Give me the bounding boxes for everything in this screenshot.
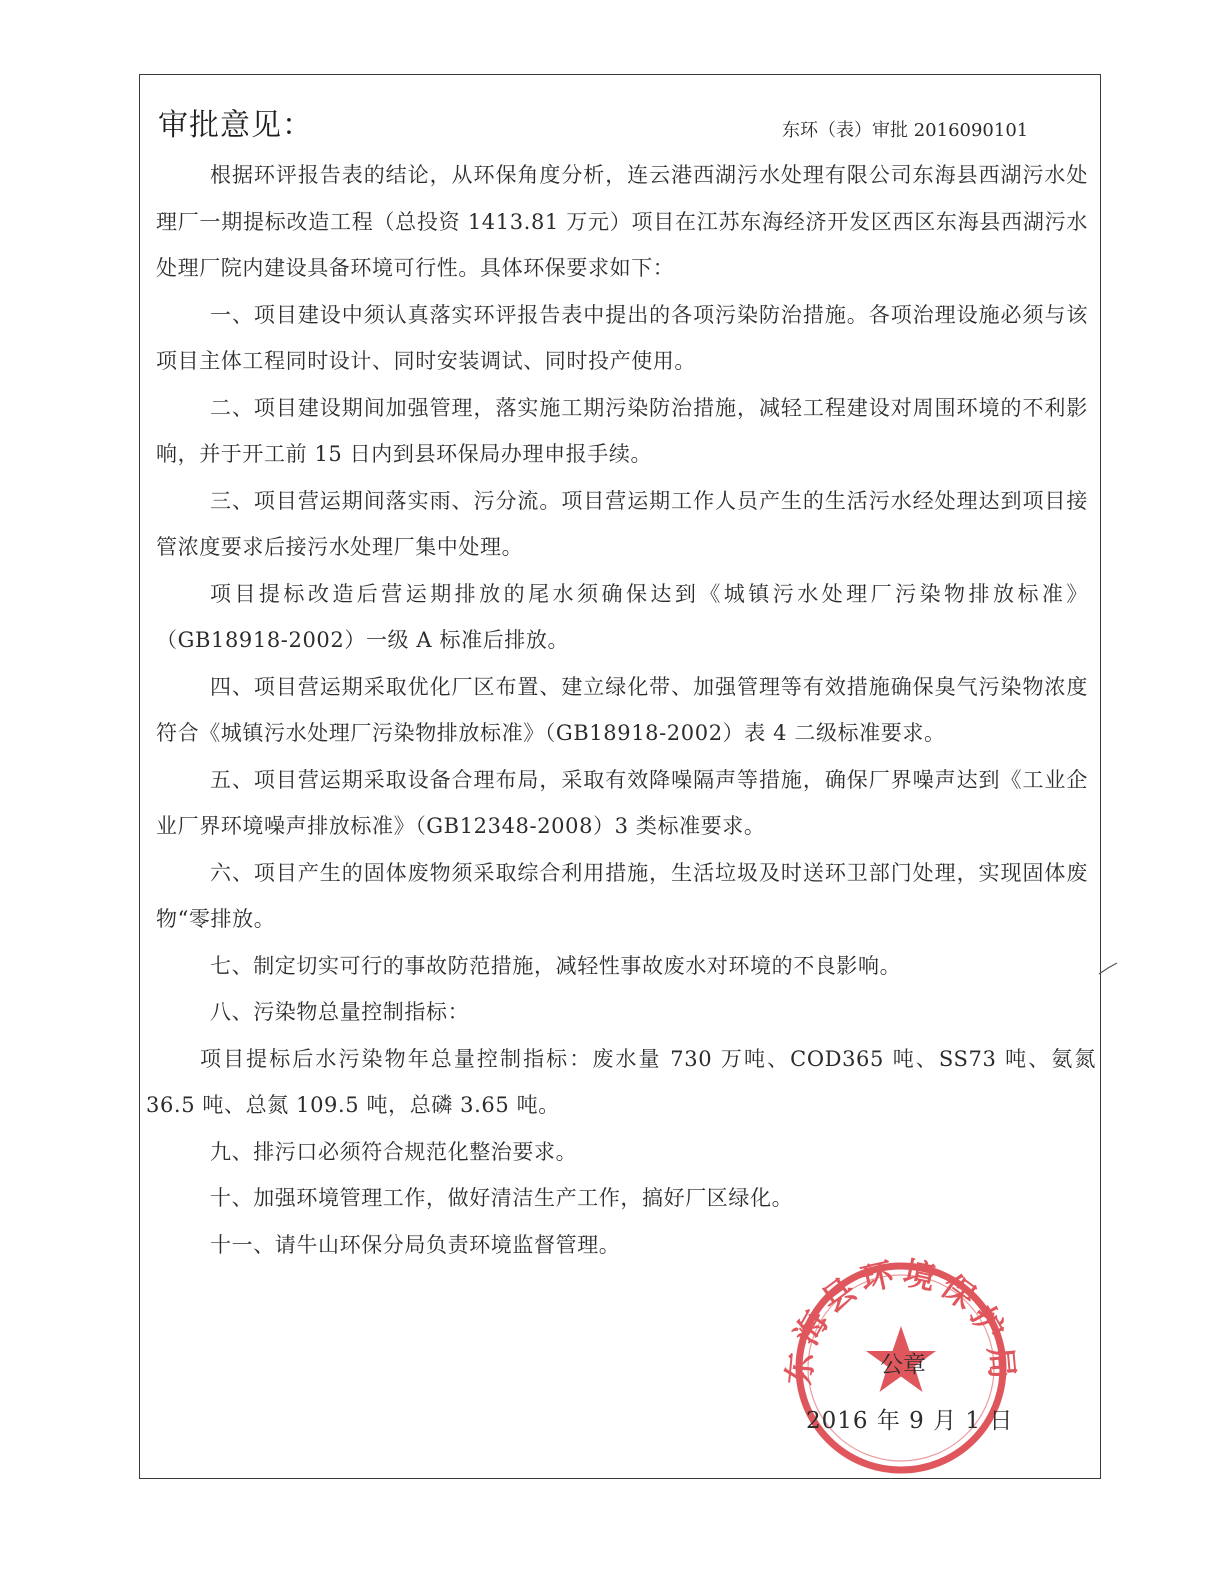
paragraph-intro: 根据环评报告表的结论，从环保角度分析，连云港西湖污水处理有限公司东海县西湖污水处理厂一期提标改造工程（总投资 1413.81 万元）项目在江苏东海经济开发区西区东海县西湖污水处理厂院内建设具备环境可行性。具体环保要求如下： [156, 163, 1088, 280]
paragraph-item-7: 七、制定切实可行的事故防范措施，减轻性事故废水对环境的不良影响。 [210, 953, 902, 978]
paragraph-item-3: 三、项目营运期间落实雨、污分流。项目营运期工作人员产生的生活污水经处理达到项目接管浓度要求后接污水处理厂集中处理。 [156, 488, 1088, 559]
paragraph-item-5: 五、项目营运期采取设备合理布局，采取有效降噪隔声等措施，确保厂界噪声达到《工业企业厂界环境噪声排放标准》（GB12348-2008）3 类标准要求。 [156, 767, 1088, 838]
approval-body [146, 152, 1096, 1268]
paragraph-item-1: 一、项目建设中须认真落实环评报告表中提出的各项污染防治措施。各项治理设施必须与该项目主体工程同时设计、同时安装调试、同时投产使用。 [156, 302, 1088, 373]
pen-tick-mark [1098, 962, 1118, 976]
paragraph-item-8: 八、污染物总量控制指标： [210, 1000, 470, 1024]
signature-date: 2016 年 9 月 1 日 [806, 1408, 1014, 1434]
paragraph-item-6: 六、项目产生的固体废物须采取综合利用措施，生活垃圾及时送环卫部门处理，实现固体废物“零排放。 [156, 860, 1088, 931]
paragraph-item-4: 四、项目营运期采取优化厂区布置、建立绿化带、加强管理等有效措施确保臭气污染物浓度符合《城镇污水处理厂污染物排放标准》（GB18918-2002）表 4 二级标准要求。 [156, 674, 1088, 745]
seal-label: 公章 [880, 1352, 926, 1378]
paragraph-item-8-indicators: 项目提标后水污染物年总量控制指标：废水量 730 万吨、COD365 吨、SS73 吨、氨氮 36.5 吨、总氮 109.5 吨，总磷 3.65 吨。 [146, 1046, 1096, 1117]
seal-text: 东海县环境保护局 [779, 1253, 1023, 1387]
paragraph-item-10: 十、加强环境管理工作，做好清洁生产工作，搞好厂区绿化。 [210, 1186, 794, 1210]
paragraph-item-11: 十一、请牛山环保分局负责环境监督管理。 [210, 1232, 621, 1257]
page-title: 审批意见： [158, 108, 313, 143]
paragraph-item-9: 九、排污口必须符合规范化整治要求。 [210, 1139, 578, 1164]
document-number: 东环（表）审批 2016090101 [782, 120, 1029, 141]
paragraph-item-3-standard: 项目提标改造后营运期排放的尾水须确保达到《城镇污水处理厂污染物排放标准》（GB18918-2002）一级 A 标准后排放。 [156, 581, 1088, 652]
paragraph-item-2: 二、项目建设期间加强管理，落实施工期污染防治措施，减轻工程建设对周围环境的不利影响，并于开工前 15 日内到县环保局办理申报手续。 [156, 395, 1088, 466]
